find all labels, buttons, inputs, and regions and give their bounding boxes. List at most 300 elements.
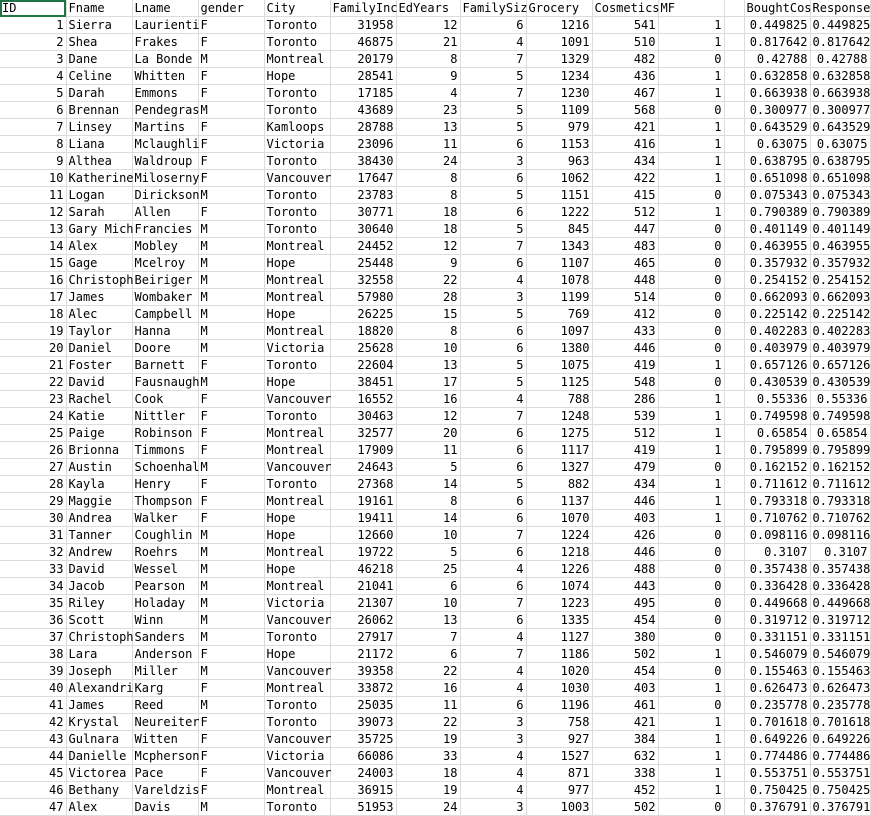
cell-response[interactable]: 0.235778 [810, 697, 870, 714]
cell-familysiz[interactable]: 6 [460, 204, 526, 221]
cell-gender[interactable]: M [198, 663, 264, 680]
cell-gender[interactable]: M [198, 272, 264, 289]
cell-city[interactable]: Toronto [264, 357, 330, 374]
cell-grocery[interactable]: 1109 [526, 102, 592, 119]
cell-familysiz[interactable]: 6 [460, 493, 526, 510]
cell-lname[interactable]: Thompson [132, 493, 198, 510]
cell-edyears[interactable]: 11 [396, 442, 460, 459]
cell-grocery[interactable]: 979 [526, 119, 592, 136]
cell-id[interactable]: 5 [0, 85, 66, 102]
cell-familyinc[interactable]: 32558 [330, 272, 396, 289]
cell-lname[interactable]: La Bonde [132, 51, 198, 68]
cell-cosmetics[interactable]: 454 [592, 612, 658, 629]
cell-edyears[interactable]: 21 [396, 34, 460, 51]
cell-familyinc[interactable]: 17647 [330, 170, 396, 187]
cell-fname[interactable]: Darah [66, 85, 132, 102]
cell-id[interactable]: 22 [0, 374, 66, 391]
cell-lname[interactable]: Cook [132, 391, 198, 408]
cell-cosmetics[interactable]: 467 [592, 85, 658, 102]
cell-boughtcos[interactable]: 0.643529 [744, 119, 810, 136]
cell-boughtcos[interactable]: 0.795899 [744, 442, 810, 459]
cell-response[interactable]: 0.795899 [810, 442, 870, 459]
cell-gender[interactable]: M [198, 799, 264, 816]
cell-fname[interactable]: Katie [66, 408, 132, 425]
cell-response[interactable]: 0.331151 [810, 629, 870, 646]
cell-familysiz[interactable]: 4 [460, 748, 526, 765]
cell-mf[interactable]: 1 [658, 442, 724, 459]
cell-response[interactable]: 0.774486 [810, 748, 870, 765]
header-cell-familysiz[interactable]: FamilySiz [460, 0, 526, 17]
cell-mf[interactable]: 1 [658, 34, 724, 51]
header-cell-edyears[interactable]: EdYears [396, 0, 460, 17]
cell-boughtcos[interactable]: 0.649226 [744, 731, 810, 748]
cell-familyinc[interactable]: 32577 [330, 425, 396, 442]
cell-cosmetics[interactable]: 426 [592, 527, 658, 544]
cell-mf[interactable]: 1 [658, 408, 724, 425]
cell-response[interactable]: 0.449668 [810, 595, 870, 612]
cell-mf[interactable]: 1 [658, 782, 724, 799]
cell-mf[interactable]: 0 [658, 102, 724, 119]
cell-fname[interactable]: Sierra [66, 17, 132, 34]
cell-cosmetics[interactable]: 461 [592, 697, 658, 714]
cell-blank[interactable] [724, 85, 744, 102]
cell-fname[interactable]: James [66, 289, 132, 306]
cell-city[interactable]: Hope [264, 68, 330, 85]
cell-gender[interactable]: F [198, 765, 264, 782]
cell-cosmetics[interactable]: 632 [592, 748, 658, 765]
cell-lname[interactable]: Waldroup [132, 153, 198, 170]
cell-edyears[interactable]: 4 [396, 85, 460, 102]
cell-city[interactable]: Hope [264, 646, 330, 663]
cell-edyears[interactable]: 7 [396, 629, 460, 646]
cell-gender[interactable]: F [198, 714, 264, 731]
cell-lname[interactable]: Vareldzis [132, 782, 198, 799]
cell-familysiz[interactable]: 7 [460, 595, 526, 612]
cell-city[interactable]: Montreal [264, 782, 330, 799]
cell-familysiz[interactable]: 7 [460, 51, 526, 68]
cell-familysiz[interactable]: 7 [460, 408, 526, 425]
cell-gender[interactable]: M [198, 51, 264, 68]
cell-gender[interactable]: F [198, 119, 264, 136]
cell-familyinc[interactable]: 26225 [330, 306, 396, 323]
cell-familyinc[interactable]: 17909 [330, 442, 396, 459]
cell-blank[interactable] [724, 340, 744, 357]
cell-familyinc[interactable]: 30771 [330, 204, 396, 221]
cell-cosmetics[interactable]: 422 [592, 170, 658, 187]
cell-mf[interactable]: 0 [658, 272, 724, 289]
cell-familyinc[interactable]: 24452 [330, 238, 396, 255]
cell-edyears[interactable]: 8 [396, 493, 460, 510]
header-cell-response[interactable]: Response [810, 0, 870, 17]
cell-grocery[interactable]: 1137 [526, 493, 592, 510]
cell-lname[interactable]: Whitten [132, 68, 198, 85]
cell-response[interactable]: 0.430539 [810, 374, 870, 391]
cell-cosmetics[interactable]: 512 [592, 204, 658, 221]
cell-cosmetics[interactable]: 415 [592, 187, 658, 204]
cell-fname[interactable]: Taylor [66, 323, 132, 340]
cell-mf[interactable]: 0 [658, 255, 724, 272]
cell-id[interactable]: 21 [0, 357, 66, 374]
cell-mf[interactable]: 0 [658, 595, 724, 612]
cell-city[interactable]: Toronto [264, 85, 330, 102]
cell-familyinc[interactable]: 30463 [330, 408, 396, 425]
cell-edyears[interactable]: 17 [396, 374, 460, 391]
cell-edyears[interactable]: 18 [396, 204, 460, 221]
cell-response[interactable]: 0.643529 [810, 119, 870, 136]
cell-edyears[interactable]: 18 [396, 765, 460, 782]
cell-edyears[interactable]: 8 [396, 187, 460, 204]
cell-cosmetics[interactable]: 286 [592, 391, 658, 408]
cell-cosmetics[interactable]: 421 [592, 119, 658, 136]
cell-response[interactable]: 0.357438 [810, 561, 870, 578]
cell-grocery[interactable]: 1527 [526, 748, 592, 765]
cell-cosmetics[interactable]: 416 [592, 136, 658, 153]
cell-lname[interactable]: Hanna [132, 323, 198, 340]
cell-grocery[interactable]: 845 [526, 221, 592, 238]
cell-blank[interactable] [724, 357, 744, 374]
cell-familysiz[interactable]: 5 [460, 68, 526, 85]
cell-familysiz[interactable]: 5 [460, 102, 526, 119]
cell-city[interactable]: Vancouver [264, 612, 330, 629]
cell-boughtcos[interactable]: 0.449668 [744, 595, 810, 612]
cell-fname[interactable]: Alex [66, 238, 132, 255]
cell-edyears[interactable]: 22 [396, 272, 460, 289]
cell-city[interactable]: Toronto [264, 221, 330, 238]
cell-city[interactable]: Montreal [264, 323, 330, 340]
cell-city[interactable]: Toronto [264, 408, 330, 425]
cell-boughtcos[interactable]: 0.63075 [744, 136, 810, 153]
cell-city[interactable]: Victoria [264, 748, 330, 765]
cell-familysiz[interactable]: 4 [460, 680, 526, 697]
cell-lname[interactable]: Nittler [132, 408, 198, 425]
cell-familysiz[interactable]: 4 [460, 34, 526, 51]
cell-familyinc[interactable]: 18820 [330, 323, 396, 340]
cell-boughtcos[interactable]: 0.651098 [744, 170, 810, 187]
cell-familyinc[interactable]: 25035 [330, 697, 396, 714]
cell-response[interactable]: 0.225142 [810, 306, 870, 323]
cell-lname[interactable]: Beiriger [132, 272, 198, 289]
cell-blank[interactable] [724, 170, 744, 187]
cell-id[interactable]: 35 [0, 595, 66, 612]
cell-response[interactable]: 0.42788 [810, 51, 870, 68]
cell-familysiz[interactable]: 5 [460, 119, 526, 136]
cell-response[interactable]: 0.651098 [810, 170, 870, 187]
cell-blank[interactable] [724, 697, 744, 714]
cell-boughtcos[interactable]: 0.162152 [744, 459, 810, 476]
cell-blank[interactable] [724, 748, 744, 765]
cell-familyinc[interactable]: 23096 [330, 136, 396, 153]
cell-id[interactable]: 34 [0, 578, 66, 595]
cell-city[interactable]: Toronto [264, 102, 330, 119]
cell-boughtcos[interactable]: 0.42788 [744, 51, 810, 68]
cell-fname[interactable]: Jacob [66, 578, 132, 595]
cell-mf[interactable]: 1 [658, 136, 724, 153]
cell-city[interactable]: Vancouver [264, 731, 330, 748]
cell-id[interactable]: 33 [0, 561, 66, 578]
cell-gender[interactable]: M [198, 578, 264, 595]
cell-response[interactable]: 0.098116 [810, 527, 870, 544]
cell-fname[interactable]: Austin [66, 459, 132, 476]
cell-fname[interactable]: Lara [66, 646, 132, 663]
cell-familysiz[interactable]: 6 [460, 442, 526, 459]
cell-familysiz[interactable]: 3 [460, 731, 526, 748]
cell-boughtcos[interactable]: 0.55336 [744, 391, 810, 408]
cell-response[interactable]: 0.626473 [810, 680, 870, 697]
cell-mf[interactable]: 1 [658, 493, 724, 510]
cell-lname[interactable]: Schoenhal [132, 459, 198, 476]
cell-boughtcos[interactable]: 0.357438 [744, 561, 810, 578]
cell-city[interactable]: Vancouver [264, 391, 330, 408]
cell-lname[interactable]: Timmons [132, 442, 198, 459]
cell-lname[interactable]: Winn [132, 612, 198, 629]
cell-cosmetics[interactable]: 446 [592, 493, 658, 510]
cell-city[interactable]: Montreal [264, 442, 330, 459]
cell-lname[interactable]: Campbell [132, 306, 198, 323]
cell-familyinc[interactable]: 19411 [330, 510, 396, 527]
cell-response[interactable]: 0.162152 [810, 459, 870, 476]
cell-mf[interactable]: 0 [658, 374, 724, 391]
cell-lname[interactable]: Emmons [132, 85, 198, 102]
cell-id[interactable]: 16 [0, 272, 66, 289]
cell-grocery[interactable]: 1070 [526, 510, 592, 527]
cell-grocery[interactable]: 1343 [526, 238, 592, 255]
cell-familysiz[interactable]: 3 [460, 289, 526, 306]
cell-id[interactable]: 30 [0, 510, 66, 527]
cell-edyears[interactable]: 5 [396, 459, 460, 476]
cell-gender[interactable]: F [198, 204, 264, 221]
cell-grocery[interactable]: 1097 [526, 323, 592, 340]
cell-gender[interactable]: F [198, 391, 264, 408]
cell-boughtcos[interactable]: 0.402283 [744, 323, 810, 340]
cell-fname[interactable]: Scott [66, 612, 132, 629]
cell-familyinc[interactable]: 19722 [330, 544, 396, 561]
cell-grocery[interactable]: 1062 [526, 170, 592, 187]
cell-id[interactable]: 6 [0, 102, 66, 119]
cell-fname[interactable]: Andrew [66, 544, 132, 561]
cell-cosmetics[interactable]: 421 [592, 714, 658, 731]
cell-familysiz[interactable]: 6 [460, 459, 526, 476]
cell-lname[interactable]: Mclaughli [132, 136, 198, 153]
cell-grocery[interactable]: 871 [526, 765, 592, 782]
cell-response[interactable]: 0.319712 [810, 612, 870, 629]
cell-boughtcos[interactable]: 0.638795 [744, 153, 810, 170]
cell-familyinc[interactable]: 43689 [330, 102, 396, 119]
cell-fname[interactable]: Linsey [66, 119, 132, 136]
cell-familyinc[interactable]: 19161 [330, 493, 396, 510]
cell-familysiz[interactable]: 5 [460, 374, 526, 391]
cell-blank[interactable] [724, 255, 744, 272]
cell-blank[interactable] [724, 731, 744, 748]
cell-edyears[interactable]: 25 [396, 561, 460, 578]
cell-gender[interactable]: M [198, 612, 264, 629]
cell-familyinc[interactable]: 26062 [330, 612, 396, 629]
cell-mf[interactable]: 1 [658, 68, 724, 85]
cell-grocery[interactable]: 1074 [526, 578, 592, 595]
cell-familyinc[interactable]: 21172 [330, 646, 396, 663]
cell-mf[interactable]: 0 [658, 51, 724, 68]
cell-cosmetics[interactable]: 434 [592, 153, 658, 170]
cell-response[interactable]: 0.749598 [810, 408, 870, 425]
cell-boughtcos[interactable]: 0.750425 [744, 782, 810, 799]
cell-response[interactable]: 0.336428 [810, 578, 870, 595]
cell-gender[interactable]: M [198, 102, 264, 119]
cell-gender[interactable]: M [198, 306, 264, 323]
cell-mf[interactable]: 0 [658, 459, 724, 476]
cell-grocery[interactable]: 1224 [526, 527, 592, 544]
cell-id[interactable]: 2 [0, 34, 66, 51]
cell-blank[interactable] [724, 799, 744, 816]
cell-id[interactable]: 23 [0, 391, 66, 408]
cell-gender[interactable]: M [198, 187, 264, 204]
cell-boughtcos[interactable]: 0.626473 [744, 680, 810, 697]
cell-familysiz[interactable]: 5 [460, 476, 526, 493]
cell-city[interactable]: Victoria [264, 595, 330, 612]
cell-cosmetics[interactable]: 403 [592, 680, 658, 697]
cell-familyinc[interactable]: 51953 [330, 799, 396, 816]
cell-cosmetics[interactable]: 539 [592, 408, 658, 425]
cell-fname[interactable]: Foster [66, 357, 132, 374]
cell-cosmetics[interactable]: 482 [592, 51, 658, 68]
cell-familyinc[interactable]: 33872 [330, 680, 396, 697]
cell-grocery[interactable]: 977 [526, 782, 592, 799]
cell-response[interactable]: 0.710762 [810, 510, 870, 527]
cell-gender[interactable]: M [198, 374, 264, 391]
cell-lname[interactable]: Francies [132, 221, 198, 238]
cell-lname[interactable]: Henry [132, 476, 198, 493]
cell-grocery[interactable]: 1329 [526, 51, 592, 68]
cell-id[interactable]: 12 [0, 204, 66, 221]
cell-grocery[interactable]: 1091 [526, 34, 592, 51]
cell-edyears[interactable]: 8 [396, 170, 460, 187]
cell-grocery[interactable]: 758 [526, 714, 592, 731]
cell-lname[interactable]: Wombaker [132, 289, 198, 306]
cell-familyinc[interactable]: 27917 [330, 629, 396, 646]
header-cell-mf[interactable]: MF [658, 0, 724, 17]
cell-gender[interactable]: F [198, 510, 264, 527]
cell-lname[interactable]: Robinson [132, 425, 198, 442]
cell-edyears[interactable]: 8 [396, 323, 460, 340]
cell-response[interactable]: 0.075343 [810, 187, 870, 204]
cell-familysiz[interactable]: 6 [460, 323, 526, 340]
cell-mf[interactable]: 1 [658, 204, 724, 221]
cell-fname[interactable]: Krystal [66, 714, 132, 731]
cell-lname[interactable]: Davis [132, 799, 198, 816]
cell-gender[interactable]: M [198, 289, 264, 306]
cell-city[interactable]: Montreal [264, 493, 330, 510]
cell-mf[interactable]: 0 [658, 663, 724, 680]
cell-cosmetics[interactable]: 447 [592, 221, 658, 238]
cell-familysiz[interactable]: 6 [460, 510, 526, 527]
cell-mf[interactable]: 1 [658, 476, 724, 493]
cell-response[interactable]: 0.662093 [810, 289, 870, 306]
cell-blank[interactable] [724, 17, 744, 34]
cell-edyears[interactable]: 14 [396, 510, 460, 527]
cell-id[interactable]: 4 [0, 68, 66, 85]
cell-response[interactable]: 0.65854 [810, 425, 870, 442]
cell-gender[interactable]: F [198, 408, 264, 425]
cell-response[interactable]: 0.657126 [810, 357, 870, 374]
cell-city[interactable]: Montreal [264, 578, 330, 595]
cell-fname[interactable]: Shea [66, 34, 132, 51]
cell-id[interactable]: 11 [0, 187, 66, 204]
cell-fname[interactable]: Danielle [66, 748, 132, 765]
cell-familysiz[interactable]: 6 [460, 255, 526, 272]
cell-edyears[interactable]: 13 [396, 357, 460, 374]
cell-id[interactable]: 43 [0, 731, 66, 748]
cell-city[interactable]: Victoria [264, 136, 330, 153]
cell-lname[interactable]: Mcpherson [132, 748, 198, 765]
cell-id[interactable]: 14 [0, 238, 66, 255]
cell-blank[interactable] [724, 306, 744, 323]
cell-familyinc[interactable]: 36915 [330, 782, 396, 799]
cell-fname[interactable]: Christoph [66, 629, 132, 646]
cell-fname[interactable]: Celine [66, 68, 132, 85]
cell-edyears[interactable]: 20 [396, 425, 460, 442]
cell-gender[interactable]: F [198, 646, 264, 663]
cell-gender[interactable]: M [198, 527, 264, 544]
cell-gender[interactable]: F [198, 357, 264, 374]
cell-familysiz[interactable]: 7 [460, 646, 526, 663]
cell-grocery[interactable]: 1222 [526, 204, 592, 221]
cell-boughtcos[interactable]: 0.430539 [744, 374, 810, 391]
cell-gender[interactable]: F [198, 85, 264, 102]
cell-response[interactable]: 0.254152 [810, 272, 870, 289]
cell-city[interactable]: Montreal [264, 680, 330, 697]
cell-city[interactable]: Montreal [264, 544, 330, 561]
cell-blank[interactable] [724, 561, 744, 578]
cell-familysiz[interactable]: 4 [460, 663, 526, 680]
cell-mf[interactable]: 0 [658, 238, 724, 255]
cell-edyears[interactable]: 8 [396, 51, 460, 68]
cell-lname[interactable]: Dirickson [132, 187, 198, 204]
cell-blank[interactable] [724, 442, 744, 459]
cell-gender[interactable]: M [198, 629, 264, 646]
cell-fname[interactable]: David [66, 561, 132, 578]
cell-edyears[interactable]: 28 [396, 289, 460, 306]
cell-mf[interactable]: 0 [658, 578, 724, 595]
cell-familysiz[interactable]: 3 [460, 714, 526, 731]
cell-cosmetics[interactable]: 384 [592, 731, 658, 748]
cell-response[interactable]: 0.546079 [810, 646, 870, 663]
cell-edyears[interactable]: 16 [396, 391, 460, 408]
cell-familysiz[interactable]: 4 [460, 272, 526, 289]
cell-cosmetics[interactable]: 433 [592, 323, 658, 340]
cell-id[interactable]: 24 [0, 408, 66, 425]
cell-grocery[interactable]: 963 [526, 153, 592, 170]
cell-fname[interactable]: Brennan [66, 102, 132, 119]
cell-grocery[interactable]: 1125 [526, 374, 592, 391]
cell-grocery[interactable]: 1218 [526, 544, 592, 561]
cell-id[interactable]: 44 [0, 748, 66, 765]
cell-id[interactable]: 38 [0, 646, 66, 663]
cell-blank[interactable] [724, 51, 744, 68]
cell-gender[interactable]: F [198, 68, 264, 85]
cell-gender[interactable]: F [198, 731, 264, 748]
cell-id[interactable]: 36 [0, 612, 66, 629]
cell-familyinc[interactable]: 16552 [330, 391, 396, 408]
cell-grocery[interactable]: 1216 [526, 17, 592, 34]
cell-familysiz[interactable]: 5 [460, 306, 526, 323]
cell-gender[interactable]: M [198, 255, 264, 272]
cell-cosmetics[interactable]: 502 [592, 799, 658, 816]
cell-city[interactable]: Kamloops [264, 119, 330, 136]
cell-lname[interactable]: Karg [132, 680, 198, 697]
cell-fname[interactable]: Joseph [66, 663, 132, 680]
cell-response[interactable]: 0.357932 [810, 255, 870, 272]
cell-boughtcos[interactable]: 0.331151 [744, 629, 810, 646]
cell-gender[interactable]: F [198, 442, 264, 459]
cell-familyinc[interactable]: 21307 [330, 595, 396, 612]
